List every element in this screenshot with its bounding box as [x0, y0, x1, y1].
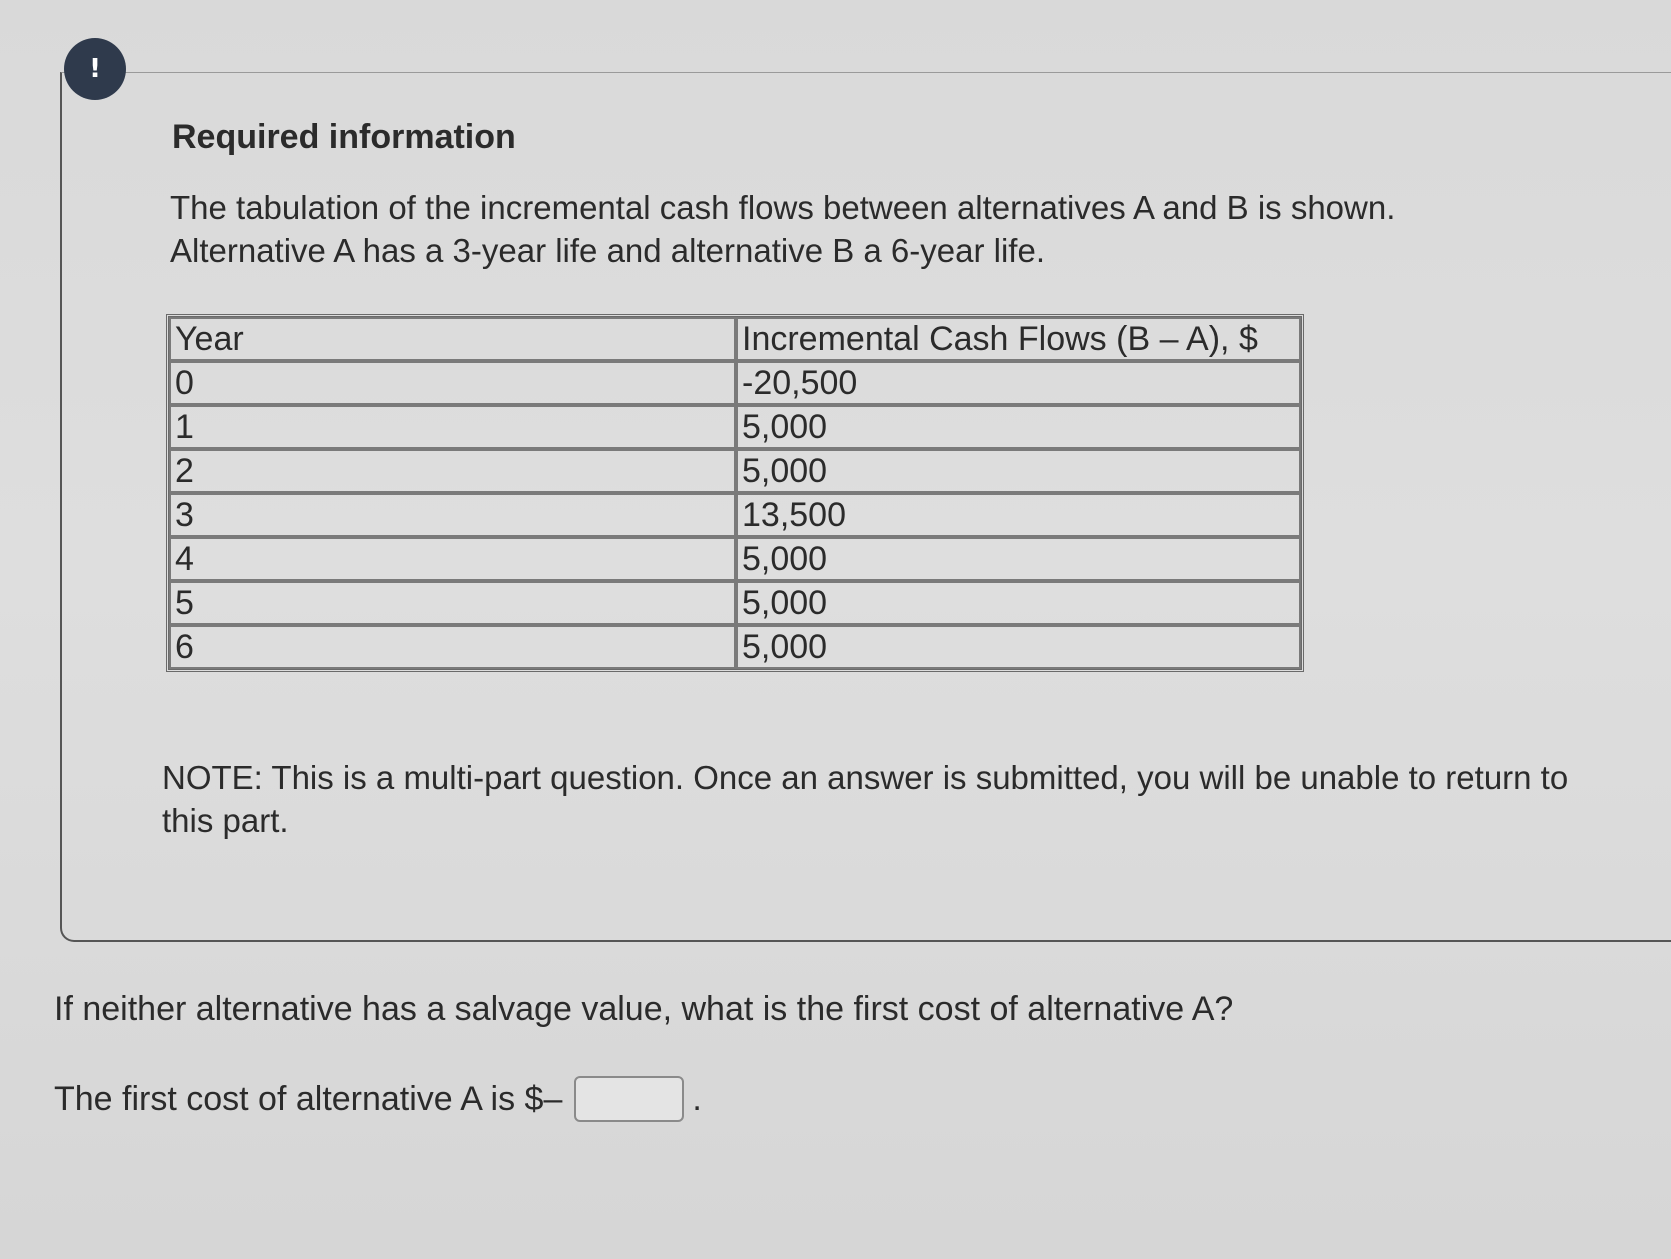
- header-incremental-cash-flows: Incremental Cash Flows (B – A), $: [736, 317, 1301, 361]
- table-row: [169, 625, 1301, 669]
- required-information-heading: Required information: [172, 118, 516, 156]
- answer-suffix: .: [692, 1079, 702, 1118]
- answer-prefix: The first cost of alternative A is $–: [54, 1079, 563, 1118]
- answer-line: [54, 1076, 702, 1122]
- cash-flow-table: [166, 314, 1304, 672]
- first-cost-input[interactable]: [574, 1076, 684, 1122]
- table-row: [169, 361, 1301, 405]
- table-row: [169, 537, 1301, 581]
- exclamation-icon: !: [64, 38, 126, 100]
- table-row: [169, 493, 1301, 537]
- header-year: Year: [169, 317, 736, 361]
- cash-flow-cell: -20,500: [736, 361, 1301, 405]
- table-row: [169, 449, 1301, 493]
- year-cell: 2: [169, 449, 736, 493]
- table-row: [169, 405, 1301, 449]
- cash-flow-cell: 5,000: [736, 449, 1301, 493]
- multi-part-note: NOTE: This is a multi-part question. Once an answer is submitted, you will be unable to return to this part.: [162, 759, 1569, 839]
- cash-flow-cell: 5,000: [736, 581, 1301, 625]
- cash-flow-cell: 5,000: [736, 405, 1301, 449]
- intro-text: The tabulation of the incremental cash flows between alternatives A and B is shown. Alternative A has a 3-year life and alternative B a 6-year life.: [170, 189, 1396, 269]
- year-cell: 0: [169, 361, 736, 405]
- cash-flow-cell: 5,000: [736, 537, 1301, 581]
- cash-flow-cell: 5,000: [736, 625, 1301, 669]
- table-header-row: [169, 317, 1301, 361]
- year-cell: 4: [169, 537, 736, 581]
- year-cell: 5: [169, 581, 736, 625]
- question-text: If neither alternative has a salvage value, what is the first cost of alternative A?: [54, 990, 1234, 1028]
- cash-flow-cell: 13,500: [736, 493, 1301, 537]
- year-cell: 6: [169, 625, 736, 669]
- year-cell: 3: [169, 493, 736, 537]
- table-row: [169, 581, 1301, 625]
- year-cell: 1: [169, 405, 736, 449]
